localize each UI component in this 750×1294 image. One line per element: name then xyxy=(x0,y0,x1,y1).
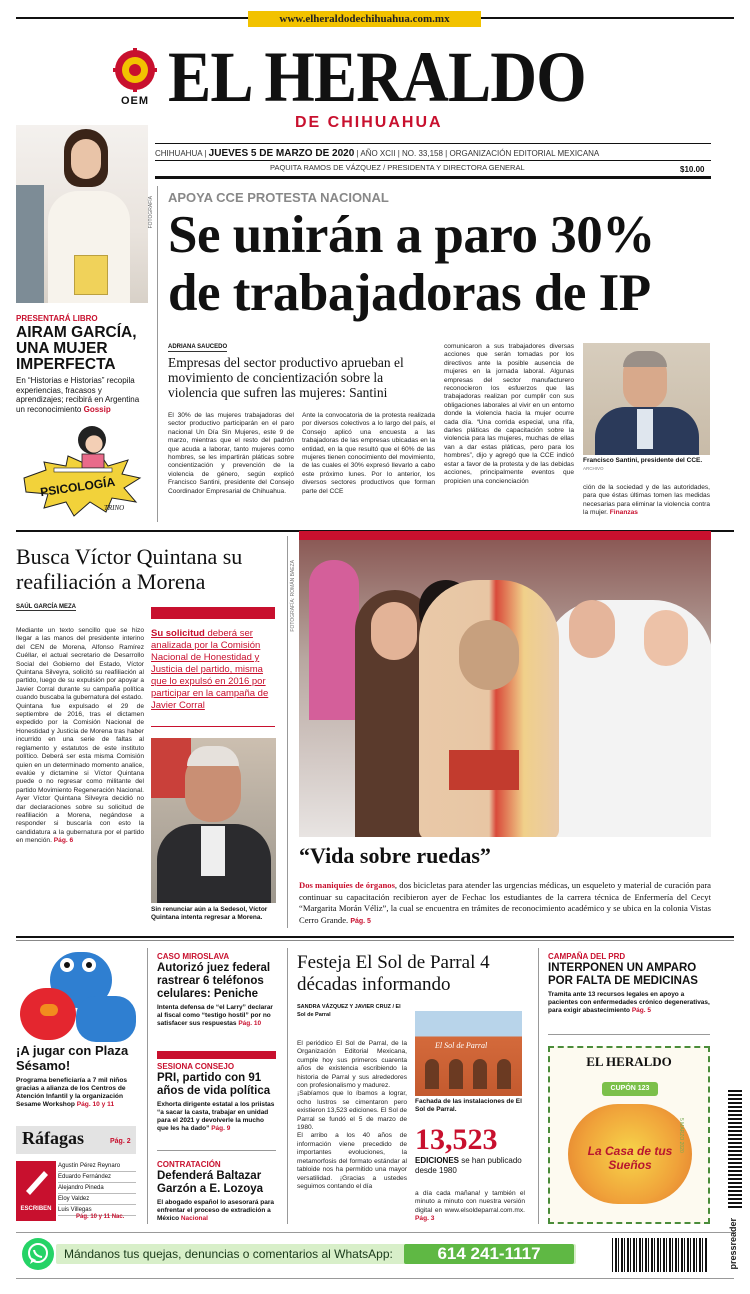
pen-icon xyxy=(16,1161,56,1201)
parral-body-end: a día cada mañana! y también el minuto a minuto con nuestra versión digital en www.elsoldeparral.com.mx. Pág. 3 xyxy=(415,1190,525,1223)
vida-photo-credit: FOTOGRAFÍA: ROMÁN BAEZA xyxy=(290,560,296,632)
director-line: PAQUITA RAMOS DE VÁZQUEZ / PRESIDENTA Y DIRECTORA GENERAL xyxy=(270,163,525,172)
quintana-byline: SAÚL GARCÍA MEZA xyxy=(16,604,76,610)
left-teaser-text: En “Historias e Historias” recopila experiencias, fracasos y aprendizajes; recibirá en Argentina un reconocimiento Gossip xyxy=(16,376,140,414)
sesame-photo[interactable] xyxy=(16,948,144,1042)
quintana-pull-quote: Su solicitud deberá ser analizada por la Comisión Nacional de Honestidad y Justicia del partido, misma que lo expulsó en 2016 por participar en la campaña de Javier Corral xyxy=(151,628,269,711)
quintana-headline[interactable]: Busca Víctor Quintana su reafiliación a Morena xyxy=(16,544,243,594)
main-deck: Empresas del sector productivo aprueban el movimiento de concientización sobre la violencia que sufren las mujeres: Santini xyxy=(168,355,404,400)
pressreader-mark[interactable]: pressreader xyxy=(728,1218,738,1270)
parral-big-number: 13,523 xyxy=(415,1123,498,1156)
dateline: CHIHUAHUA | JUEVES 5 DE MARZO DE 2020 | AÑO XCII | NO. 33,158 | ORGANIZACIÓN EDITORIAL MEXICANA xyxy=(155,148,600,159)
parral-body: El periódico El Sol de Parral, de la Organización Editorial Mexicana, cumple hoy sus primeros cuarenta años de existencia escribiendo la historia de Parral y sus alrededores con profesionalismo y madurez. ¡Sabíamos que lo íbamos a lograr, ocho lustros se cimentaron pero existieron 13,523 ediciones. El Sol de Parral se fundó el 5 de marzo de 1980. El arribo a los 40 años de información viene precedido de importantes evoluciones, la metamorfosis del formato estándar al tabloide nos ha permitido una mayor versatilidad. ¡Gracias a ustedes seguimos contando el día xyxy=(297,1040,407,1190)
escriben-logo: ESCRIBEN xyxy=(16,1161,56,1221)
rafagas-footer: Pág. 10 y 11 Nac. xyxy=(76,1214,125,1220)
santini-photo[interactable] xyxy=(583,343,710,455)
main-col3: comunicaron a sus trabajadores diversas acciones que serán tomadas por los directivos ante la posible ausencia de mujeres en la jornada laboral. Algunas empresas del sector manufacturero reconocieron los esfuerzos que las trabajadoras realizan por cumplir con sus obligaciones laborales al vivir en un entorno donde la violencia hacia la mujer ocurre cada día. “Una corrida especial, una rifa, darles pláticas de capacitación sobre la violencia para las mujeres, muchas de ellas van a dar estas pláticas, pero para los hombres”, dijo y agregó que la CCE indicó estar a favor de la protesta y de las debidas acciones, principalmente eventos que propicien una concienciación xyxy=(444,343,574,485)
price: $10.00 xyxy=(680,165,705,174)
vida-headline[interactable]: “Vida sobre ruedas” xyxy=(299,843,491,868)
whatsapp-phone[interactable]: 614 241-1117 xyxy=(404,1244,574,1264)
rafagas-list xyxy=(58,1161,136,1216)
quintana-photo[interactable] xyxy=(151,738,276,903)
oem-logo: OEM xyxy=(110,48,160,108)
vida-photo[interactable] xyxy=(299,540,711,837)
brief-pri[interactable]: SESIONA CONSEJO PRI, partido con 91 años de vida política Exhorta dirigente estatal a los priistas “a sacar la casta, trabajar en unidad para el 2021 y devolverle la mucho que les ha dado” Pág. 9 xyxy=(157,1062,275,1132)
barcode xyxy=(612,1238,708,1272)
quintana-caption: Sin renunciar aún a la Sedesol, Víctor Quintana intenta regresar a Morena. xyxy=(151,906,268,921)
main-col1: El 30% de las mujeres trabajadoras del sector productivo participarán en el paro nacional Un Día Sin Mujeres, este 9 de marzo, mientras que el resto del padrón que acuda a laborar, tanto mujeres como hombres, se les impartirán pláticas sobre concientización y prevención de la violencia de género, según explicó Francisco Santini, presidente del Consejo Coordinador Empresarial de Chihuahua. xyxy=(168,412,294,495)
whatsapp-icon[interactable] xyxy=(22,1238,54,1270)
side-barcode xyxy=(728,1090,742,1210)
parral-headline[interactable]: Festeja El Sol de Parral 4 décadas informando xyxy=(297,952,490,995)
main-kicker: APOYA CCE PROTESTA NACIONAL xyxy=(168,190,389,205)
quintana-body: Mediante un texto sencillo que se hizo llegar a las manos del presidente interino del CEN de Morena, Alfonso Ramírez Cuéllar, el actual secretario de Desarrollo Social del Gobierno del Estado, Víctor Quintana Silveyra, solicitó su reafiliación al partido, luego de su expulsión por apoyar a Javier Corral durante su campaña política cuando buscaba la gubernatura del estado. Quintana fue expulsado el 29 de septiembre de 2016, tras el dictamen expedido por la Comisión Nacional de Honestidad y Justicia de Morena tras haber incurrido en una serie de faltas al reglamento y estatutos de este instituto político. Deberá ser esta misma Comisión quien en un determinado momento analice, evalúe y dictamine si Víctor Quintana puede o no regresar como militante del partido Movimiento Regeneración Nacional. Ayer Víctor Quintana Silveyra decidió no dar declaraciones sobre su solicitud de reafiliación a Morena, negándose a responder si buscaría con esto la candidatura a la gubernatura por el partido en mención. Pág. 6 xyxy=(16,627,144,845)
parral-byline: SANDRA VÁZQUEZ Y JAVIER CRUZ / El Sol de Parral xyxy=(297,1004,401,1018)
left-teaser-headline[interactable]: AIRAM GARCÍA, UNA MUJER IMPERFECTA xyxy=(16,324,137,373)
santini-caption: Francisco Santini, presidente del CCE. ARCHIVO xyxy=(583,457,703,471)
sesame-headline[interactable]: ¡A jugar con Plaza Sésamo! xyxy=(16,1043,129,1073)
psicologia-cartoon[interactable]: PSICOLOGÍA TRINO xyxy=(16,418,148,520)
airam-garcia-photo[interactable] xyxy=(16,125,148,303)
main-col4: ción de la sociedad y de las autoridades, para que éstas últimas tomen las medidas necesarias para eliminar la violencia contra la mujer. Finanzas xyxy=(583,484,710,517)
parral-photo-caption: Fachada de las instalaciones de El Sol de Parral. xyxy=(415,1098,522,1113)
main-byline: ADRIANA SAUCEDO xyxy=(168,344,228,350)
website-url[interactable]: www.elheraldodechihuahua.com.mx xyxy=(248,11,481,27)
masthead-subtitle: DE CHIHUAHUA xyxy=(295,114,443,131)
left-teaser-kicker: PRESENTARÁ LIBRO xyxy=(16,314,98,323)
main-col2: Ante la convocatoria de la protesta realizada por diversos colectivos a lo largo del país, el Consejo aplicó una encuesta a las trabajadoras de las empresas ubicadas en la entidad, en la que resultó que el 60% de las mujeres tienen conocimiento del movimiento, de las cuales el 30% expresó llevarlo a cabo este próximo lunes. Por lo anterior, los diversos sectores productivos que forman parte del CCE xyxy=(302,412,435,495)
amparo-story[interactable]: CAMPAÑA DEL PRD INTERPONEN UN AMPARO POR FALTA DE MEDICINAS Tramita ante 13 recursos legales en apoyo a pacientes con enfermedades crónico degenerativas, para exigir abastecimiento Pág. 5 xyxy=(548,952,710,1014)
list-item[interactable]: Alejandro Pineda xyxy=(58,1183,136,1194)
brief-lozoya[interactable]: CONTRATACIÓN Defenderá Baltazar Garzón a E. Lozoya El abogado español lo asesorará para enfrentar el proceso de extradición a México Nacional xyxy=(157,1160,275,1222)
list-item[interactable]: Eloy Valdez xyxy=(58,1194,136,1205)
list-item[interactable]: Luis Villegas xyxy=(58,1205,136,1216)
rafagas-title[interactable]: Ráfagas xyxy=(22,1128,84,1148)
sesame-text: Programa beneficiaría a 7 mil niños gracias a alianza de los Centros de Atención Infantil y la organización Sesame Workshop Pág. 10 y 11 xyxy=(16,1077,128,1108)
masthead-title[interactable]: EL HERALDO xyxy=(168,37,586,117)
brief-miroslava[interactable]: CASO MIROSLAVA Autorizó juez federal rastrear 6 teléfonos celulares: Peniche Intenta defensa de “el Larry” declarar al fiscal como “testigo hostil” por no satisfacer sus respuestas Pág. 10 xyxy=(157,952,273,1027)
whatsapp-text: Mándanos tus quejas, denuncias o comentarios al WhatsApp: xyxy=(64,1247,393,1261)
sun-emblem-icon xyxy=(110,48,160,92)
list-item[interactable]: Agustín Pérez Reynaro xyxy=(58,1161,136,1172)
rafagas-page: Pág. 2 xyxy=(110,1138,131,1145)
main-headline[interactable]: Se unirán a paro 30% de trabajadoras de IP xyxy=(168,206,655,322)
parral-building-photo[interactable]: El Sol de Parral xyxy=(415,1011,522,1096)
promo-coupon[interactable]: EL HERALDO CUPÓN 123 La Casa de tus Sueños 5 MARZO 2020 xyxy=(548,1046,710,1224)
list-item[interactable]: Eduardo Fernández xyxy=(58,1172,136,1183)
vida-caption: Dos maniquíes de órganos, dos bicicletas para atender las urgencias médicas, un esqueleto y material de curación para continuar su capacitación recibieron ayer de Fechac los estudiantes de la carrera técnica de Enfermería del Cecyt “Margarita Morán Véliz”, la cual se encuentra en trámites de reconocimiento académico y se ubica en la colonia Vistas Cerro Grande. Pág. 5 xyxy=(299,880,711,925)
parral-editions: EDICIONES se han publicado desde 1980 xyxy=(415,1156,522,1175)
